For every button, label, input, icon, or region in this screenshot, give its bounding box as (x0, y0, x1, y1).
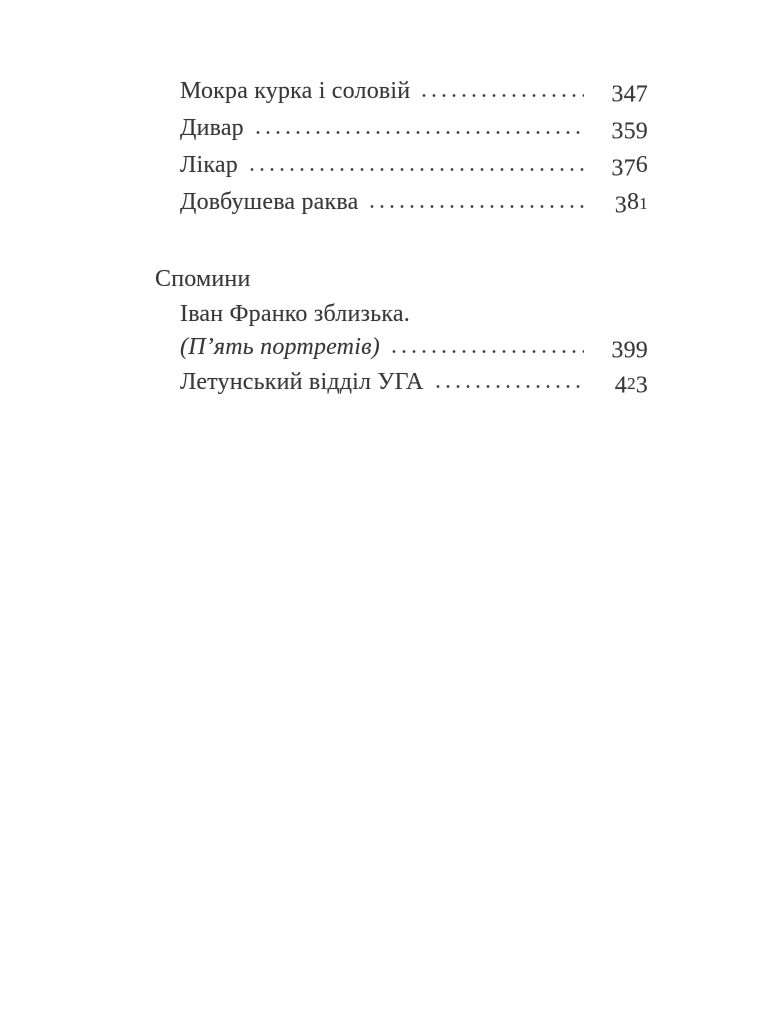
toc-entry-title: (П’ять портретів) (180, 334, 380, 360)
page-number-digit: 9 (635, 337, 648, 364)
toc-entry-page-number (598, 110, 648, 147)
page-number-digit: 3 (611, 81, 624, 108)
page-number-digit: 3 (611, 337, 624, 364)
page-number-digit: 8 (626, 189, 640, 215)
toc-entry-page-number (598, 331, 648, 364)
dot-leader (367, 204, 584, 209)
page-number-digit: 7 (623, 155, 636, 182)
page-number-digit: 6 (635, 152, 648, 178)
toc-section (155, 73, 648, 221)
toc-entry (180, 184, 648, 221)
dot-leader (433, 384, 584, 389)
page-number-digit: 9 (623, 337, 636, 364)
toc-entry-title: Летунський відділ УГА (180, 369, 424, 395)
toc-entry-row (180, 110, 648, 147)
toc-entry-row (180, 184, 648, 221)
toc-entry (180, 110, 648, 147)
toc-entry-page-number (598, 73, 648, 110)
dot-leader (389, 349, 584, 354)
dot-leader (419, 93, 584, 98)
toc-entry (180, 298, 648, 364)
dot-leader (253, 130, 584, 135)
page-number-digit: 3 (611, 155, 624, 182)
toc-entry-list (180, 73, 648, 221)
toc-entry-page-number (598, 184, 648, 222)
toc-entry-row (180, 331, 648, 364)
toc-entry-title-line: Іван Франко зблизька. (180, 301, 410, 327)
toc-entry-page-number (598, 147, 648, 184)
toc-entry (180, 73, 648, 110)
toc-entry-row (180, 73, 648, 110)
page-number-digit: 4 (623, 81, 636, 108)
page-number-digit: 3 (635, 372, 648, 399)
page-number-digit: 9 (635, 118, 648, 145)
toc-entry-page-number (598, 364, 648, 402)
page-number-digit: 5 (623, 118, 636, 145)
page-number-digit: 1 (639, 194, 648, 213)
page-number-digit: 3 (614, 192, 627, 219)
toc-entry (180, 364, 648, 401)
toc-entry-row (180, 364, 648, 401)
toc-entry-title: Мокра курка і соловій (180, 78, 411, 104)
toc-entry-list (180, 298, 648, 401)
toc-entry (180, 147, 648, 184)
toc-section (155, 261, 648, 401)
toc-entry-row (180, 147, 648, 184)
table-of-contents (155, 73, 648, 401)
page-number-digit: 3 (611, 118, 624, 145)
toc-entry-title: Дивар (180, 115, 244, 141)
dot-leader (247, 167, 584, 172)
toc-entry-title: Лікар (180, 152, 238, 178)
section-heading: Спомини (155, 266, 251, 292)
page-number-digit: 2 (626, 374, 636, 393)
toc-entry-title: Довбушева раква (180, 189, 359, 215)
page-number-digit: 7 (635, 81, 648, 108)
page-number-digit: 4 (614, 372, 627, 399)
